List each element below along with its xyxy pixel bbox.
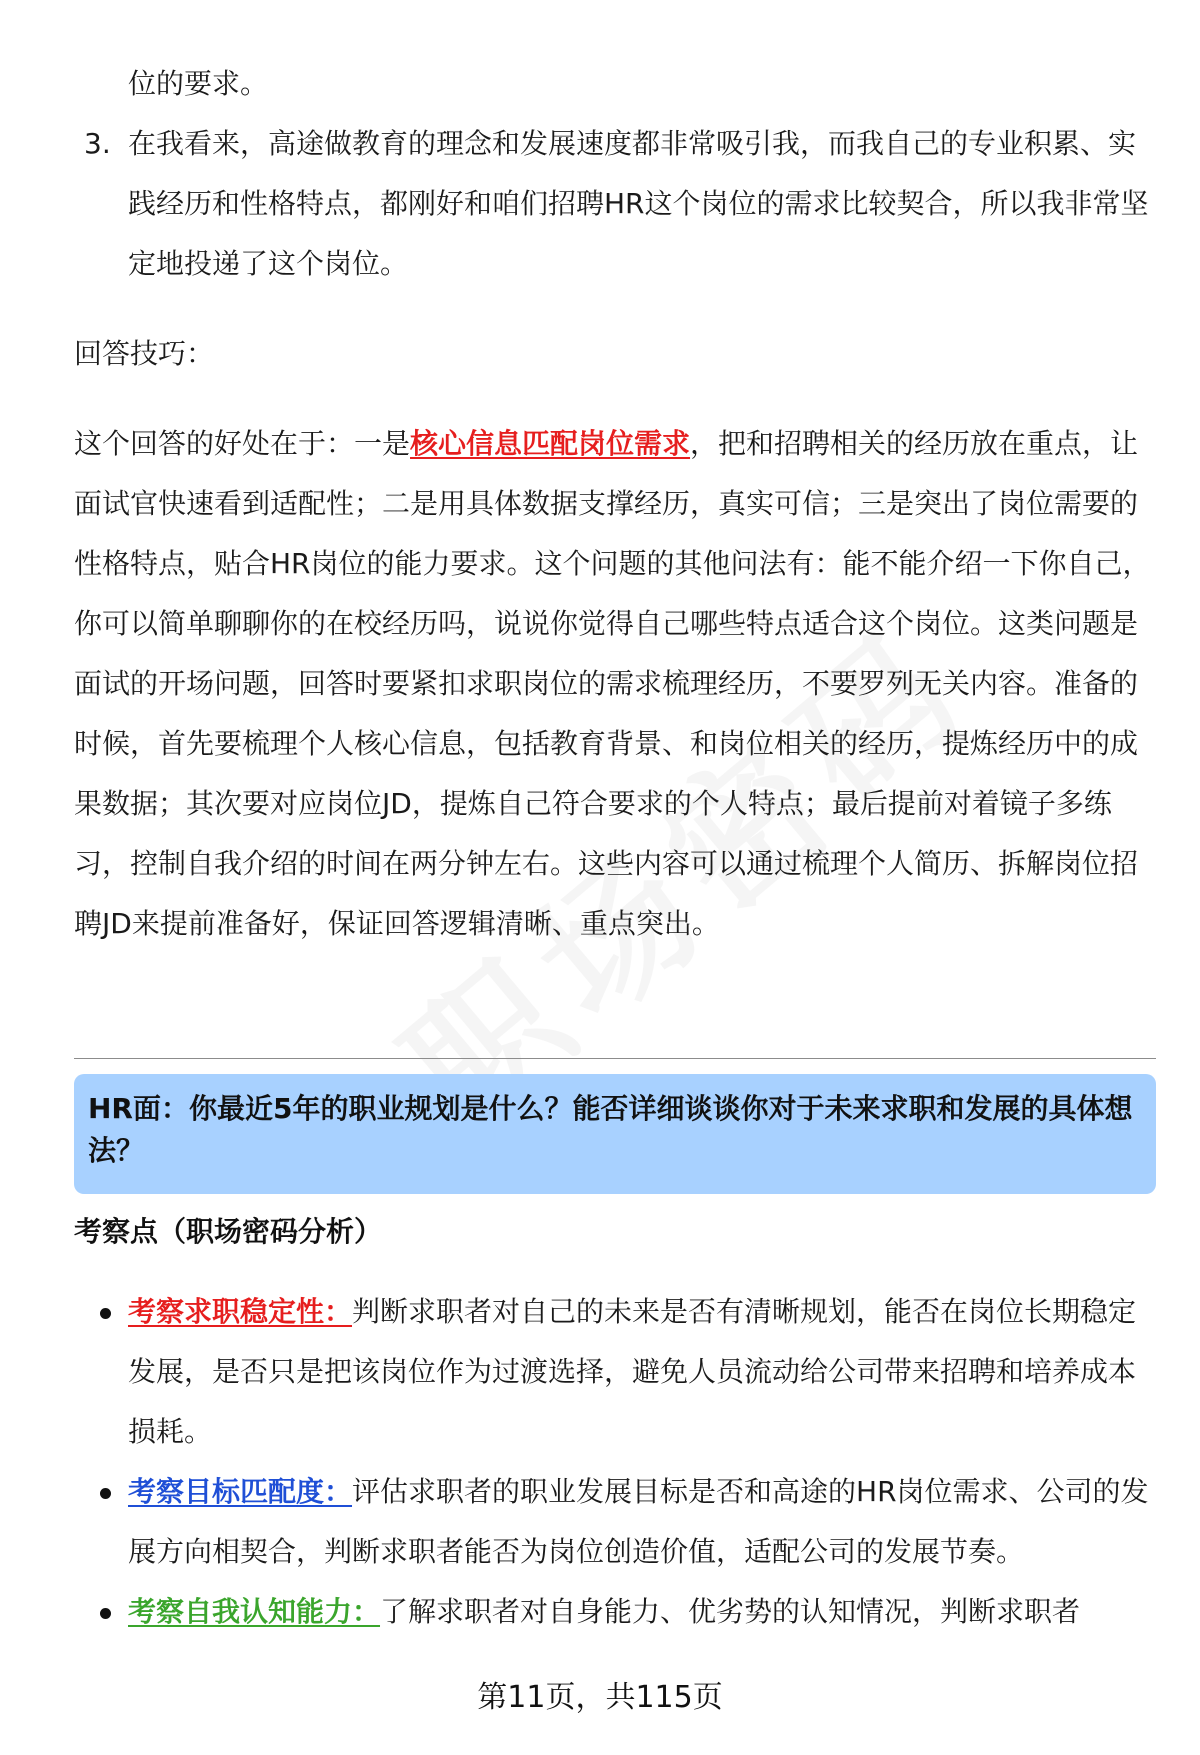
item-number: 3.: [84, 127, 111, 160]
tips-label: 回答技巧：: [74, 337, 215, 370]
list-item: [96, 1582, 1160, 1642]
bullet-keyword: 考察目标匹配度：: [128, 1475, 353, 1508]
bullet-text: 判断求职者对自己的未来是否有清晰规划，能否在岗位长期稳定发展，是否只是把该岗位作为过渡选择，避免人员流动给公司带来招聘和培养成本损耗。: [128, 1295, 1137, 1448]
list-item: [96, 1282, 1160, 1462]
bullet-text: 评估求职者的职业发展目标是否和高途的HR岗位需求、公司的发展方向相契合，判断求职者能否为岗位创造价值，适配公司的发展节奏。: [128, 1475, 1149, 1568]
continuation-text: 位的要求。: [128, 67, 269, 100]
list-item: [96, 1462, 1160, 1582]
question-box: [74, 1074, 1156, 1194]
section-title: 考察点（职场密码分析）: [74, 1215, 383, 1248]
bullet-list: [96, 1282, 1160, 1642]
bullet-text: 了解求职者对自身能力、优劣势的认知情况，判断求职者: [380, 1595, 1081, 1628]
question-text: HR面：你最近5年的职业规划是什么？能否详细谈谈你对于未来求职和发展的具体想法？: [88, 1092, 1133, 1167]
numbered-item-3: [84, 114, 1158, 294]
bullet-dot: [96, 1582, 128, 1642]
tips-text-before: 这个回答的好处在于：一是: [74, 427, 411, 460]
bullet-dot: [96, 1462, 128, 1582]
page-footer: 第11页，共115页: [477, 1680, 723, 1715]
bullet-dot: [96, 1282, 128, 1462]
tips-highlight: 核心信息匹配岗位需求: [410, 427, 691, 460]
bullet-keyword: 考察自我认知能力：: [128, 1595, 381, 1628]
tips-text-after: ，把和招聘相关的经历放在重点，让面试官快速看到适配性；二是用具体数据支撑经历，真实可信；三是突出了岗位需要的性格特点，贴合HR岗位的能力要求。这个问题的其他问法有：能不能介绍一下你自己，你可以简单聊聊你的在校经历吗，说说你觉得自己哪些特点适合这个岗位。这类问题是面试的开场问题，回答时要紧扣求职岗位的需求梳理经历，不要罗列无关内容。准备的时候，首先要梳理个人核心信息，包括教育背景、和岗位相关的经历，提炼经历中的成果数据；其次要对应岗位JD，提炼自己符合要求的个人特点；最后提前对着镜子多练习，控制自我介绍的时间在两分钟左右。这些内容可以通过梳理个人简历、拆解岗位招聘JD来提前准备好，保证回答逻辑清晰、重点突出。: [74, 427, 1151, 940]
item-text: 在我看来，高途做教育的理念和发展速度都非常吸引我，而我自己的专业积累、实践经历和性格特点，都刚好和咱们招聘HR这个岗位的需求比较契合，所以我非常坚定地投递了这个岗位。: [128, 127, 1149, 280]
tips-paragraph: [74, 414, 1160, 954]
section-divider: [74, 1058, 1156, 1059]
bullet-keyword: 考察求职稳定性：: [128, 1295, 353, 1328]
